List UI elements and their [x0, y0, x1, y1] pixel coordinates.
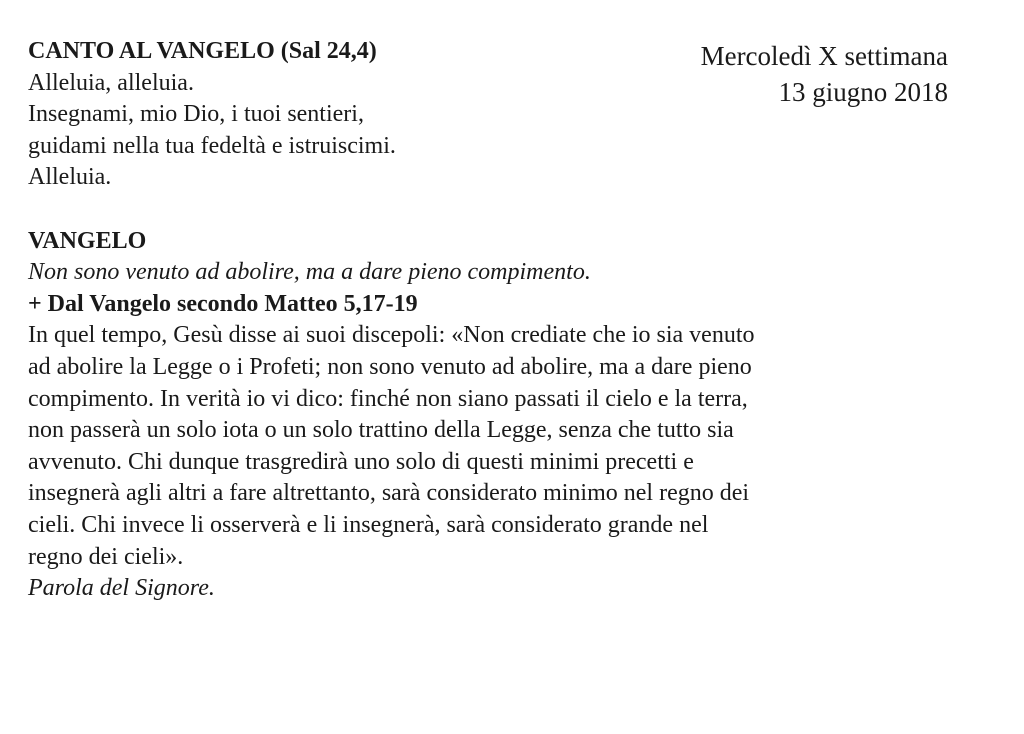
date-line: 13 giugno 2018: [778, 77, 948, 107]
gospel-body-line: regno dei cieli».: [28, 543, 184, 570]
acclamation-line: Alleluia.: [28, 164, 112, 191]
gospel-subtitle: Non sono venuto ad abolire, ma a dare pieno compimento.: [28, 259, 591, 286]
gospel-body-line: In quel tempo, Gesù disse ai suoi discepoli: «Non crediate che io sia venuto: [28, 322, 755, 349]
gospel-body-line: cieli. Chi invece li osserverà e li insegnerà, sarà considerato grande nel: [28, 511, 709, 538]
acclamation-line: guidami nella tua fedeltà e istruiscimi.: [28, 132, 396, 159]
section-spacer: [28, 194, 988, 226]
gospel-body-line: compimento. In verità io vi dico: finché non siano passati il cielo e la terra,: [28, 385, 748, 412]
gospel-body-line: ad abolire la Legge o i Profeti; non sono venuto ad abolire, ma a dare pieno: [28, 353, 752, 380]
acclamation-line: Alleluia, alleluia.: [28, 69, 194, 96]
gospel-heading: VANGELO: [28, 227, 147, 254]
gospel-body-line: non passerà un solo iota o un solo trattino della Legge, senza che tutto sia: [28, 417, 734, 444]
gospel-body-line: insegnerà agli altri a fare altrettanto, sarà considerato minimo nel regno dei: [28, 480, 750, 507]
gospel-source: + Dal Vangelo secondo Matteo 5,17-19: [28, 290, 418, 317]
gospel-body-line: avvenuto. Chi dunque trasgredirà uno solo di questi minimi precetti e: [28, 448, 694, 475]
acclamation-heading: CANTO AL VANGELO (Sal 24,4): [28, 38, 377, 64]
gospel-closing: Parola del Signore.: [28, 575, 215, 602]
weekday-line: Mercoledì X settimana: [700, 41, 948, 71]
acclamation-line: Insegnami, mio Dio, i tuoi sentieri,: [28, 101, 364, 128]
reading-content: [28, 36, 988, 605]
